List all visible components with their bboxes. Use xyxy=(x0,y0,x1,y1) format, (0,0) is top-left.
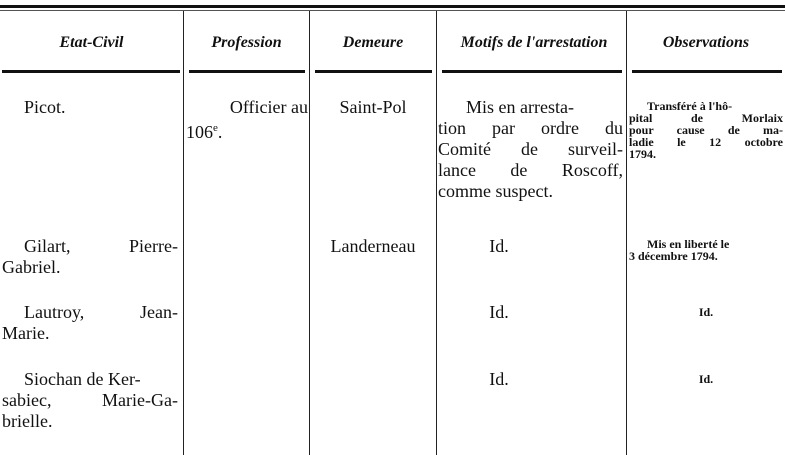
cell-line: Comité de surveil- xyxy=(438,139,623,159)
table-row-observations xyxy=(629,100,783,160)
column-divider xyxy=(309,11,310,455)
top-rule-thin xyxy=(0,10,785,11)
header-demeure: Demeure xyxy=(342,33,404,51)
table-row-demeure: Landerneau xyxy=(330,236,416,256)
table-row-observations: Id. xyxy=(698,305,714,319)
cell-line: ladie le 12 octobre xyxy=(629,135,783,149)
cell-line: 1794. xyxy=(629,147,656,161)
table-row-motifs: Id. xyxy=(489,236,509,256)
table-row-etat-civil xyxy=(2,369,178,432)
header-motifs: Motifs de l'arrestation xyxy=(460,33,608,51)
header-rule xyxy=(442,70,622,73)
column-divider xyxy=(183,11,184,455)
cell-line: lance de Roscoff, xyxy=(438,160,623,180)
superscript: e xyxy=(213,122,218,134)
column-divider xyxy=(436,11,437,455)
cell-line: Mis en liberté le xyxy=(647,237,730,251)
table-row-etat-civil xyxy=(2,302,178,344)
top-rule xyxy=(0,5,785,8)
header-rule xyxy=(189,70,305,73)
header-rule xyxy=(2,70,180,73)
cell-line: 3 décembre 1794. xyxy=(629,249,718,263)
header-rule xyxy=(632,70,782,73)
table-row-observations: Id. xyxy=(698,372,714,386)
cell-line: Mis en arresta- xyxy=(466,97,574,117)
cell-line: Transféré à l'hô- xyxy=(647,99,733,113)
cell-line: 106e. xyxy=(186,122,223,142)
cell-line: Picot. xyxy=(24,97,66,117)
cell-line: Officier au xyxy=(229,97,308,117)
table-row-etat-civil xyxy=(2,236,178,278)
table-row-observations xyxy=(629,238,783,262)
cell-line: Siochan de Ker- xyxy=(24,369,141,389)
cell-line: tion par ordre du xyxy=(438,118,623,138)
cell-line: comme suspect. xyxy=(438,181,553,201)
cell-line: Marie. xyxy=(2,323,50,343)
header-profession: Profession xyxy=(211,33,282,51)
cell-line: Gabriel. xyxy=(2,257,61,277)
header-observations: Observations xyxy=(662,33,750,51)
table-row-etat-civil xyxy=(24,97,174,118)
table-row-motifs xyxy=(438,97,623,202)
header-etat-civil: Etat-Civil xyxy=(59,33,124,51)
cell-line: Gilart, Pierre- xyxy=(24,236,178,256)
table-row-profession xyxy=(186,97,308,143)
cell-line: sabiec, Marie-Ga- xyxy=(2,390,178,410)
cell-line: pour cause de ma- xyxy=(629,123,783,137)
column-divider xyxy=(626,11,627,455)
header-rule xyxy=(315,70,432,73)
table-row-motifs: Id. xyxy=(489,302,509,322)
cell-line: brielle. xyxy=(2,411,53,431)
table-row-motifs: Id. xyxy=(489,369,509,389)
cell-line: Lautroy, Jean- xyxy=(24,302,178,322)
table-row-demeure: Saint-Pol xyxy=(339,97,407,117)
cell-line: pital de Morlaix xyxy=(629,111,783,125)
